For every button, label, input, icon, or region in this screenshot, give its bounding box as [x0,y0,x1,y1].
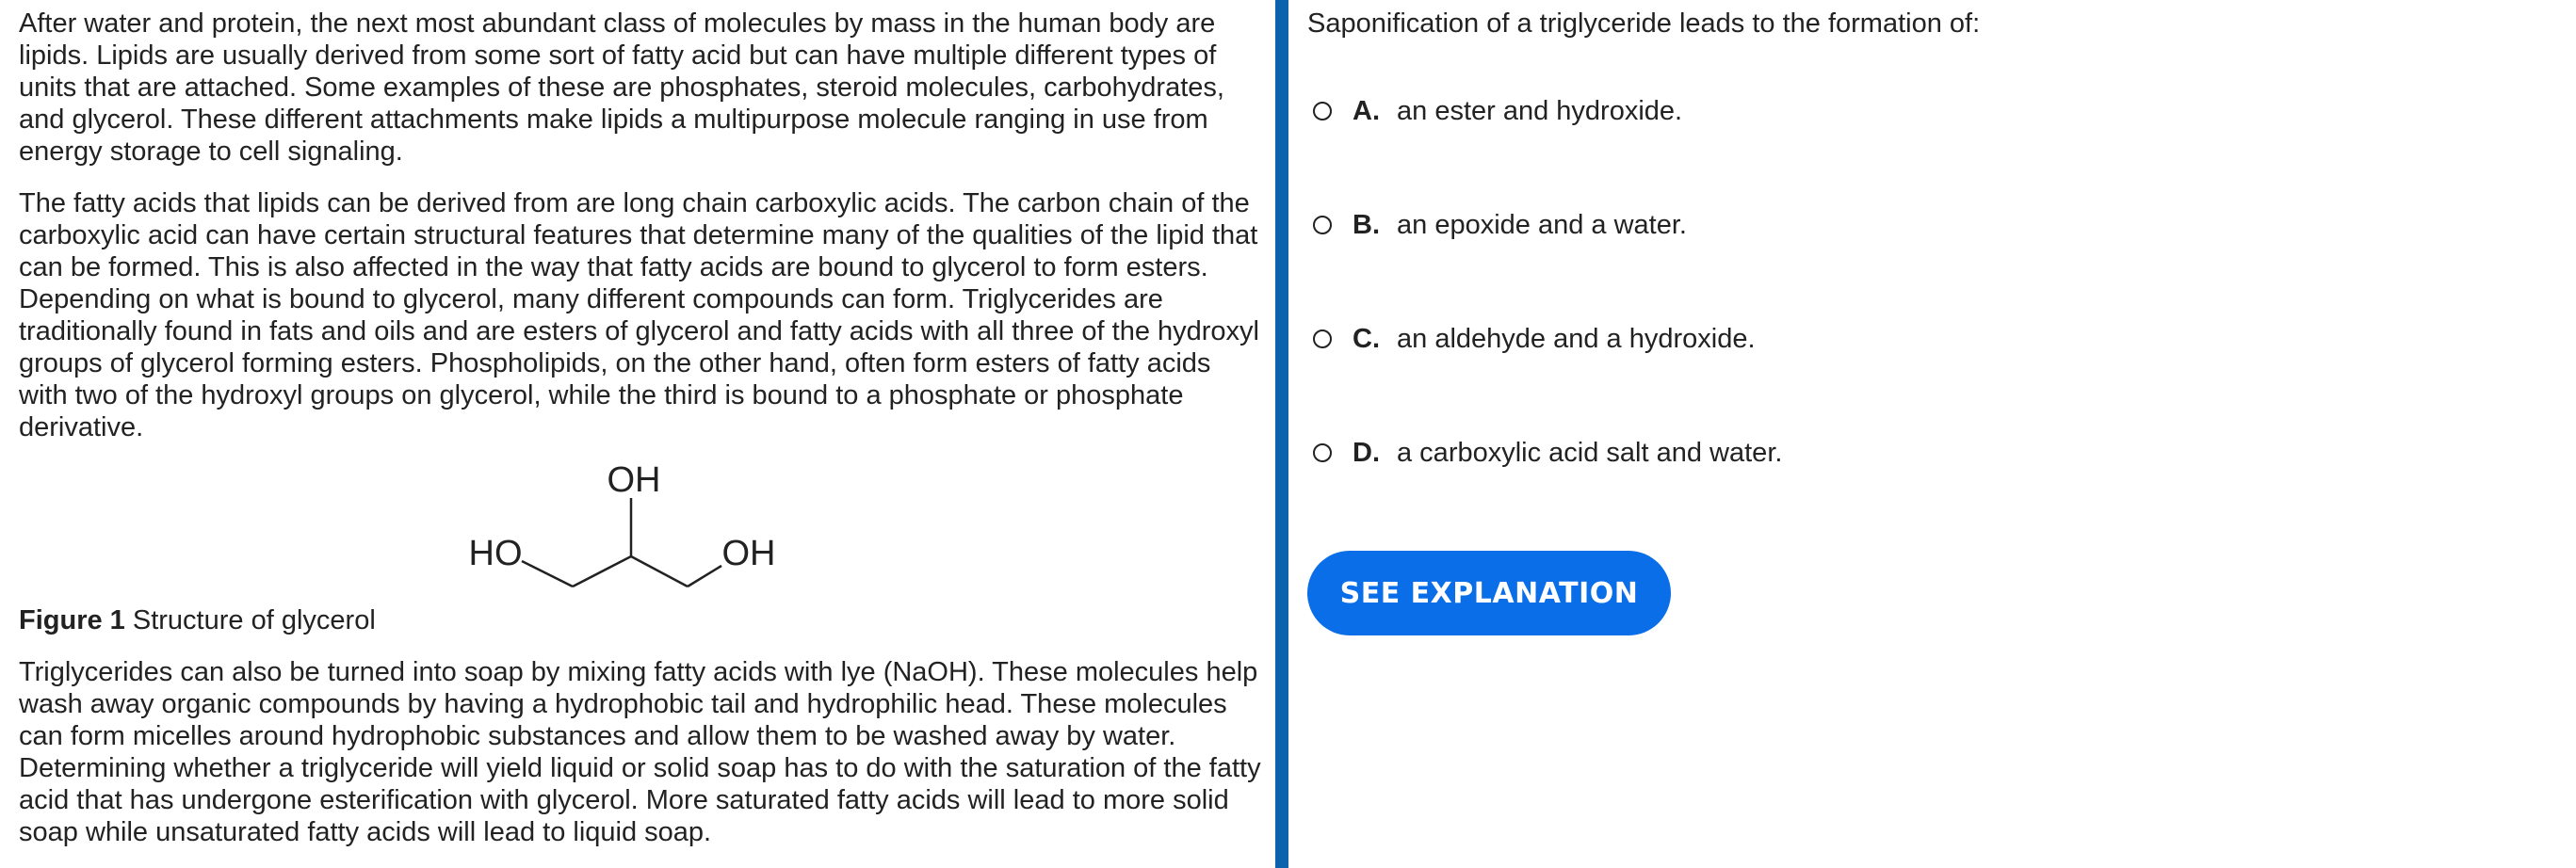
see-explanation-button[interactable]: SEE EXPLANATION [1307,551,1671,635]
option-text: an ester and hydroxide. [1397,95,1683,126]
option-letter: B. [1353,209,1380,240]
glycerol-figure [19,463,1267,604]
figure-caption [19,604,1267,636]
answer-option-d[interactable] [1307,434,1782,472]
figure-caption-text: Structure of glycerol [132,605,376,635]
answer-option-a[interactable] [1307,92,1682,130]
option-letter: D. [1353,437,1380,468]
passage-paragraph-1: After water and protein, the next most abundant class of molecules by mass in the human body are lipids. Lipids are usually derived from some sort of fatty acid but can have multiple different types of units that are attached. Some examples of these are phosphates, steroid molecules, carbohydrates, and glycerol. These different attachments make lipids a multipurpose molecule ranging in use from energy storage to cell signaling. [19,8,1224,167]
passage-paragraph-2: The fatty acids that lipids can be derived from are long chain carboxylic acids. The carbon chain of the carboxylic acid can have certain structural features that determine many of the qualities of the lipid that can be formed. This is also affected in the way that fatty acids are bound to glycerol to form esters. Depending on what is bound to glycerol, many different compounds can form. Triglycerides are traditionally found in fats and oils and are esters of glycerol and fatty acids with all three of the hydroxyl groups of glycerol forming esters. Phospholipids, on the other hand, often form esters of fatty acids with two of the hydroxyl groups on glycerol, while the third is bound to a phosphate or phosphate derivative. [19,188,1259,442]
glycerol-structure-diagram [462,463,819,604]
answer-option-c[interactable] [1307,320,1756,358]
hydroxyl-right-label: OH [721,534,776,573]
passage-paragraph-3: Triglycerides can also be turned into soap by mixing fatty acids with lye (NaOH). These molecules help wash away organic compounds by having a hydrophobic tail and hydrophilic head. These molecules can form micelles around hydrophobic substances and allow them to be washed away by water. Determining whether a triglyceride will yield liquid or solid soap has to do with the saturation of the fatty acid that has undergone esterification with glycerol. More saturated fatty acids will lead to more solid soap while unsaturated fatty acids will lead to liquid soap. [19,657,1261,847]
radio-button-icon[interactable] [1313,216,1332,234]
hydroxyl-left-label: HO [468,534,523,573]
radio-button-icon[interactable] [1313,443,1332,462]
option-letter: C. [1353,323,1380,354]
figure-caption-label: Figure 1 [19,605,125,635]
option-text: an aldehyde and a hydroxide. [1397,323,1756,354]
answer-option-b[interactable] [1307,206,1687,244]
radio-button-icon[interactable] [1313,102,1332,121]
question-panel [1307,8,2532,610]
option-text: an epoxide and a water. [1397,209,1687,240]
option-text: a carboxylic acid salt and water. [1397,437,1783,468]
option-letter: A. [1353,95,1380,126]
question-stem: Saponification of a triglyceride leads to the formation of: [1307,8,1981,39]
passage-panel [19,8,1267,868]
radio-button-icon[interactable] [1313,330,1332,348]
glycerol-bonds [522,498,721,587]
pane-divider[interactable] [1275,0,1288,868]
hydroxyl-top-label: OH [607,463,661,500]
